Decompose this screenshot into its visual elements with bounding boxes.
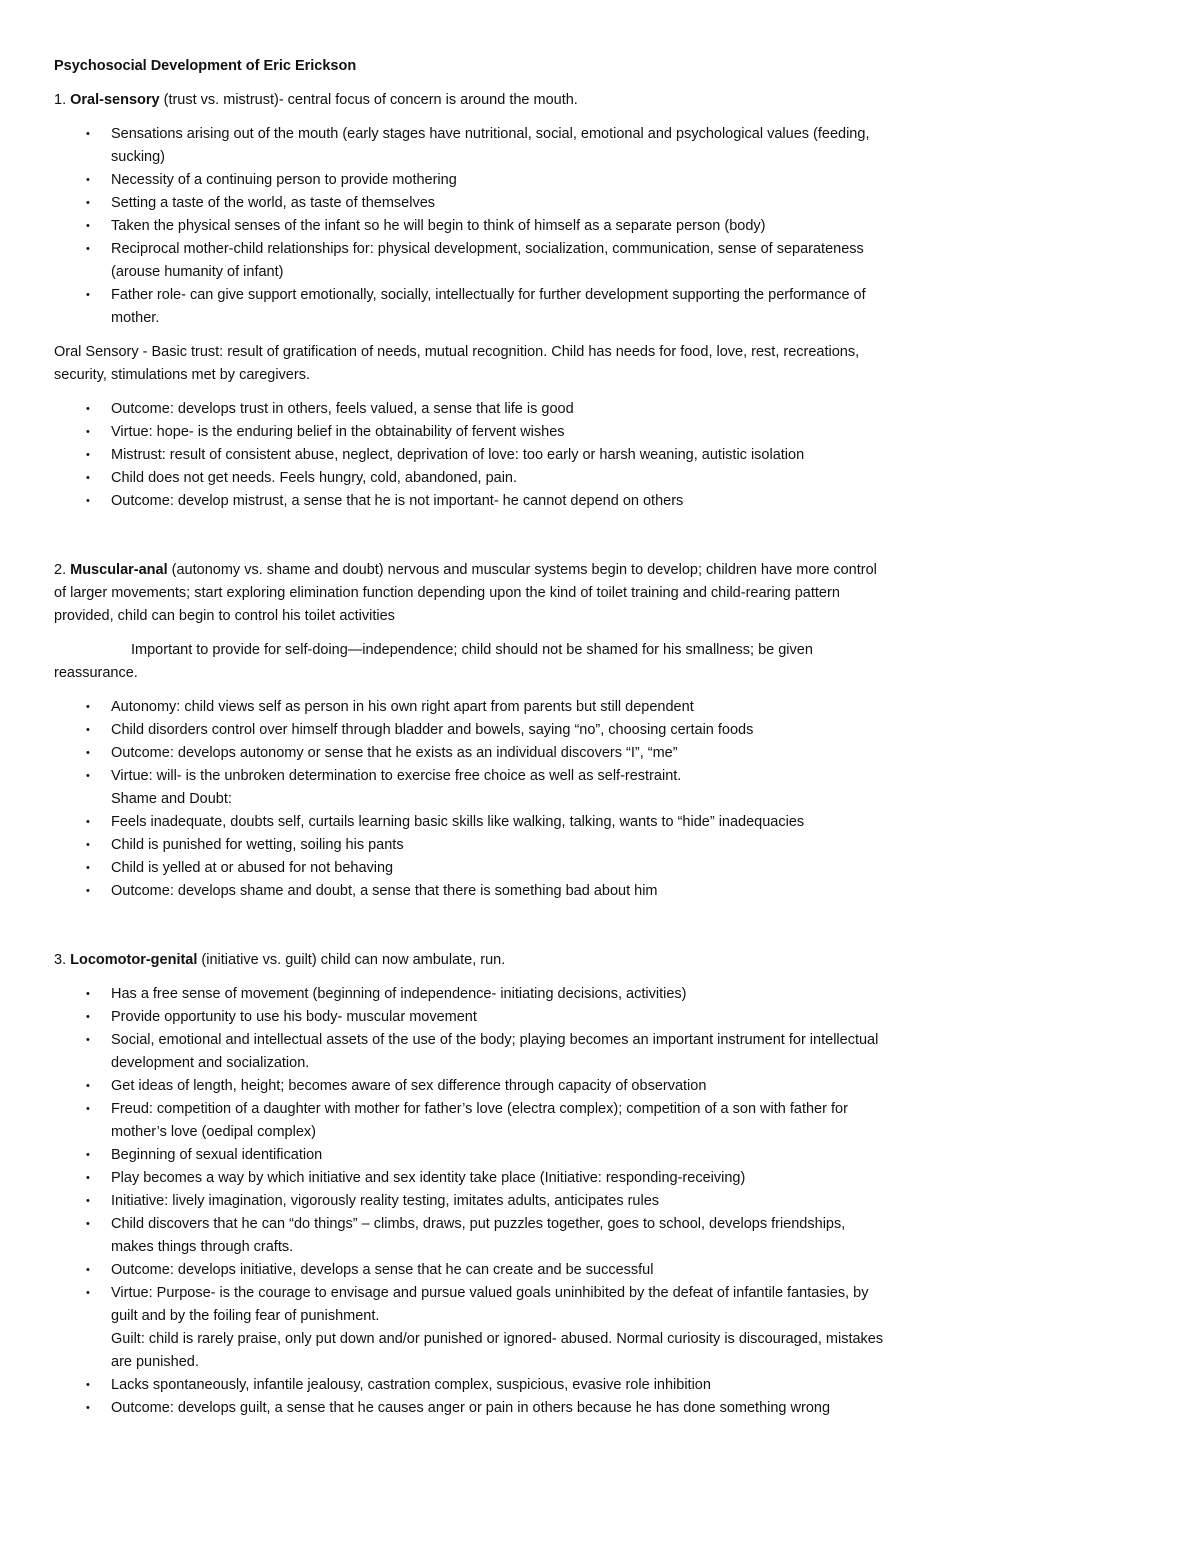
list-item: • Social, emotional and intellectual assets of the use of the body; playing becomes an important instrument for intellectual development and socialization. — [111, 1029, 886, 1075]
section-3-description: (initiative vs. guilt) child can now ambulate, run. — [197, 952, 506, 968]
bullet-icon: • — [86, 862, 90, 874]
bullet-icon: • — [86, 701, 90, 713]
bullet-icon: • — [86, 403, 90, 415]
bullet-icon: • — [86, 1172, 90, 1184]
bullet-icon: • — [86, 472, 90, 484]
list-item: • Reciprocal mother-child relationships for: physical development, socialization, communication, sense of separateness (arouse humanity of infant) — [111, 238, 886, 284]
bullet-icon: • — [86, 449, 90, 461]
bullet-icon: • — [86, 1103, 90, 1115]
bullet-icon: • — [86, 1379, 90, 1391]
bullet-icon: • — [86, 724, 90, 736]
section-2-bullets — [54, 696, 886, 903]
section-1-name: Oral-sensory — [70, 92, 160, 108]
list-item: • Child is punished for wetting, soiling his pants — [111, 834, 886, 857]
list-item: • Virtue: Purpose- is the courage to envisage and pursue valued goals uninhibited by the defeat of infantile fantasies, by guilt and by the foiling fear of punishment. Guilt: child is rarely praise, only put down and/or punished or ignored- abused. Normal curiosity is discouraged, mistakes are punished. — [111, 1282, 886, 1374]
bullet-icon: • — [86, 839, 90, 851]
bullet-icon: • — [86, 816, 90, 828]
bullet-icon: • — [86, 1287, 90, 1299]
list-item: • Outcome: develops guilt, a sense that he causes anger or pain in others because he has done something wrong — [111, 1397, 886, 1420]
guilt-note: Guilt: child is rarely praise, only put down and/or punished or ignored- abused. Normal curiosity is discouraged, mistakes are punished. — [111, 1331, 884, 1370]
list-item: • Feels inadequate, doubts self, curtails learning basic skills like walking, talking, wants to “hide” inadequacies — [111, 811, 886, 834]
list-item: • Necessity of a continuing person to provide mothering — [111, 169, 886, 192]
section-1-bullets-a — [54, 123, 886, 330]
section-3-heading — [54, 949, 1200, 972]
list-item: • Outcome: develops trust in others, feels valued, a sense that life is good — [111, 398, 886, 421]
bullet-icon: • — [86, 1218, 90, 1230]
bullet-icon: • — [86, 1402, 90, 1414]
section-2-heading — [54, 559, 884, 628]
list-item: • Virtue: will- is the unbroken determination to exercise free choice as well as self-restraint. Shame and Doubt: — [111, 765, 886, 811]
list-item: • Has a free sense of movement (beginning of independence- initiating decisions, activities) — [111, 983, 886, 1006]
list-item: • Virtue: hope- is the enduring belief in the obtainability of fervent wishes — [111, 421, 886, 444]
section-2-indented-paragraph: Important to provide for self-doing—independence; child should not be shamed for his smallness; be given reassurance. — [54, 642, 813, 681]
section-3-name: Locomotor-genital — [70, 952, 198, 968]
bullet-icon: • — [86, 289, 90, 301]
section-spacer — [54, 914, 1200, 949]
section-3-number: 3. — [54, 952, 71, 968]
list-item: • Taken the physical senses of the infant so he will begin to think of himself as a separate person (body) — [111, 215, 886, 238]
list-item: • Setting a taste of the world, as taste of themselves — [111, 192, 886, 215]
bullet-icon: • — [86, 1080, 90, 1092]
section-2-number: 2. — [54, 562, 71, 578]
list-item: • Provide opportunity to use his body- muscular movement — [111, 1006, 886, 1029]
section-2-description: (autonomy vs. shame and doubt) nervous and muscular systems begin to develop; children have more control of larger movements; start exploring elimination function depending upon the kind of toilet training and child-rearing pattern provided, child can begin to control his toilet activities — [54, 562, 877, 624]
list-item: • Sensations arising out of the mouth (early stages have nutritional, social, emotional and psychological values (feeding, sucking) — [111, 123, 886, 169]
bullet-icon: • — [86, 243, 90, 255]
list-item: • Lacks spontaneously, infantile jealousy, castration complex, suspicious, evasive role inhibition — [111, 1374, 886, 1397]
bullet-icon: • — [86, 1264, 90, 1276]
bullet-icon: • — [86, 747, 90, 759]
list-item: • Freud: competition of a daughter with mother for father’s love (electra complex); competition of a son with father for mother’s love (oedipal complex) — [111, 1098, 886, 1144]
list-item: • Beginning of sexual identification — [111, 1144, 886, 1167]
section-1-description: (trust vs. mistrust)- central focus of concern is around the mouth. — [159, 92, 578, 108]
list-item: • Outcome: develops shame and doubt, a sense that there is something bad about him — [111, 880, 886, 903]
bullet-icon: • — [86, 426, 90, 438]
section-1-number: 1. — [54, 92, 71, 108]
list-item: • Child is yelled at or abused for not behaving — [111, 857, 886, 880]
document-title: Psychosocial Development of Eric Erickson — [54, 58, 357, 74]
bullet-icon: • — [86, 1149, 90, 1161]
bullet-icon: • — [86, 885, 90, 897]
list-item: • Initiative: lively imagination, vigorously reality testing, imitates adults, anticipates rules — [111, 1190, 886, 1213]
shame-doubt-label: Shame and Doubt: — [111, 791, 232, 807]
list-item: • Outcome: develop mistrust, a sense that he is not important- he cannot depend on others — [111, 490, 886, 513]
bullet-icon: • — [86, 174, 90, 186]
list-item: • Outcome: develops initiative, develops a sense that he can create and be successful — [111, 1259, 886, 1282]
bullet-icon: • — [86, 1034, 90, 1046]
list-item: • Autonomy: child views self as person in his own right apart from parents but still dependent — [111, 696, 886, 719]
section-3-bullets — [54, 983, 886, 1420]
bullet-icon: • — [86, 220, 90, 232]
bullet-icon: • — [86, 495, 90, 507]
list-item: • Mistrust: result of consistent abuse, neglect, deprivation of love: too early or harsh weaning, autistic isolation — [111, 444, 886, 467]
list-item: • Child discovers that he can “do things” – climbs, draws, put puzzles together, goes to school, develops friendships, makes things through crafts. — [111, 1213, 886, 1259]
section-spacer — [54, 524, 1200, 559]
section-1-paragraph: Oral Sensory - Basic trust: result of gratification of needs, mutual recognition. Child has needs for food, love, rest, recreations, security, stimulations met by caregivers. — [54, 344, 860, 383]
section-1-heading — [54, 89, 1200, 112]
section-1-bullets-b — [54, 398, 886, 513]
bullet-icon: • — [86, 197, 90, 209]
bullet-icon: • — [86, 128, 90, 140]
bullet-icon: • — [86, 1011, 90, 1023]
bullet-icon: • — [86, 988, 90, 1000]
bullet-icon: • — [86, 1195, 90, 1207]
list-item: • Get ideas of length, height; becomes aware of sex difference through capacity of observation — [111, 1075, 886, 1098]
list-item: • Child does not get needs. Feels hungry, cold, abandoned, pain. — [111, 467, 886, 490]
bullet-icon: • — [86, 770, 90, 782]
list-item: • Child disorders control over himself through bladder and bowels, saying “no”, choosing certain foods — [111, 719, 886, 742]
list-item: • Play becomes a way by which initiative and sex identity take place (Initiative: responding-receiving) — [111, 1167, 886, 1190]
list-item: • Outcome: develops autonomy or sense that he exists as an individual discovers “I”, “me” — [111, 742, 886, 765]
section-2-name: Muscular-anal — [70, 562, 168, 578]
list-item: • Father role- can give support emotionally, socially, intellectually for further development supporting the performance of mother. — [111, 284, 886, 330]
